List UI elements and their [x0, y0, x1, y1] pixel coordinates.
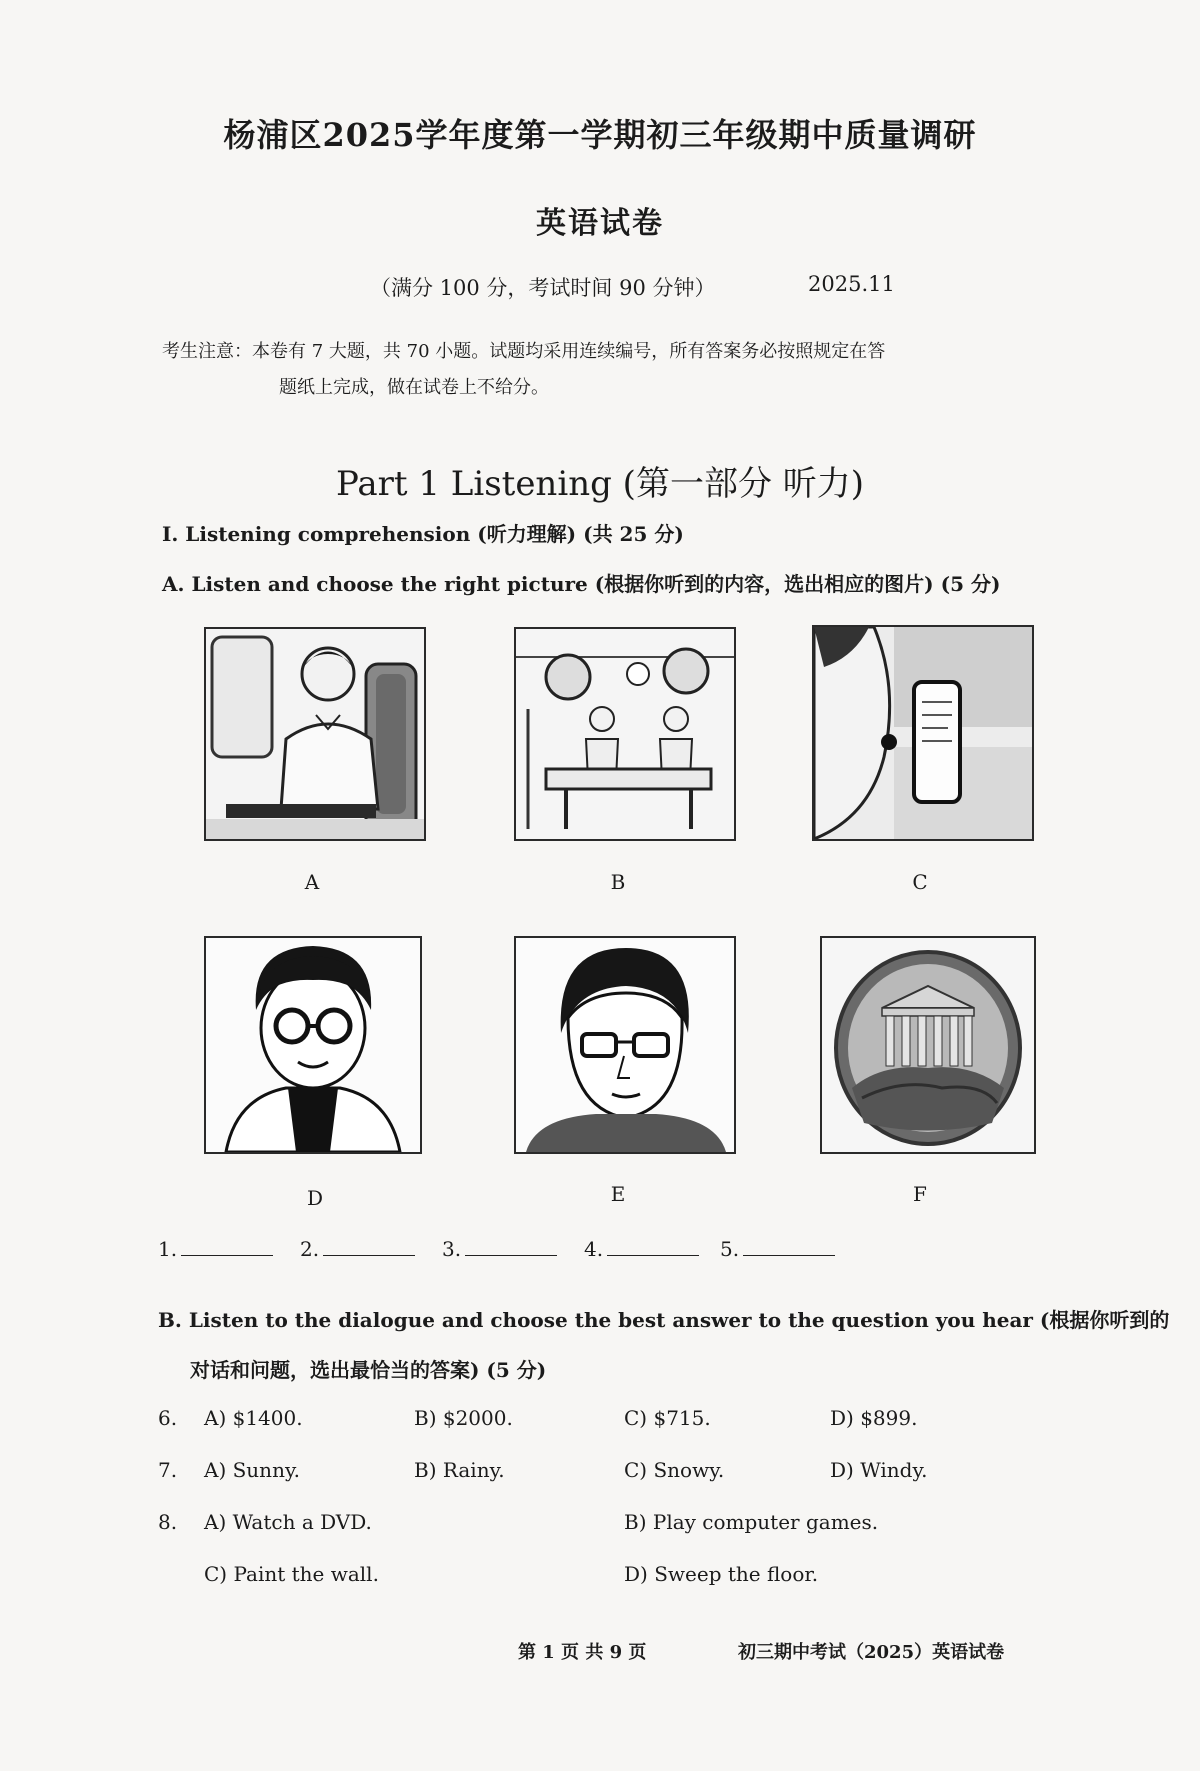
question-number-6: 6.	[158, 1406, 178, 1430]
picture-label-b: B	[610, 870, 626, 894]
score-time-info: （满分 100 分，考试时间 90 分钟）	[370, 276, 716, 300]
question-number-7: 7.	[158, 1458, 178, 1482]
page-number: 第 1 页 共 9 页	[518, 1642, 647, 1663]
blank-number: 3.	[442, 1237, 462, 1261]
blank-number: 5.	[720, 1237, 740, 1261]
option-8b: B) Play computer games.	[624, 1510, 879, 1534]
blank-line	[181, 1255, 273, 1256]
picture-label-e: E	[610, 1182, 626, 1206]
answer-blank-5	[720, 1237, 835, 1261]
section-a-title: A. Listen and choose the right picture (根据你听到的内容，选出相应的图片) (5 分)	[162, 572, 1001, 596]
section-i-title: I. Listening comprehension (听力理解) (共 25 分)	[162, 522, 684, 546]
blank-line	[465, 1255, 557, 1256]
operating-room-icon	[514, 627, 736, 841]
blank-line	[323, 1255, 415, 1256]
option-8c: C) Paint the wall.	[204, 1562, 379, 1586]
notice-line-2: 题纸上完成，做在试卷上不给分。	[279, 377, 549, 398]
answer-blank-3	[442, 1237, 557, 1261]
option-6a: A) $1400.	[204, 1406, 303, 1430]
answer-blank-1	[158, 1237, 273, 1261]
boy-with-glasses-icon	[204, 936, 422, 1154]
option-6c: C) $715.	[624, 1406, 711, 1430]
option-8d: D) Sweep the floor.	[624, 1562, 819, 1586]
blank-number: 2.	[300, 1237, 320, 1261]
option-7b: B) Rainy.	[414, 1458, 505, 1482]
blank-number: 4.	[584, 1237, 604, 1261]
blank-line	[607, 1255, 699, 1256]
picture-label-c: C	[912, 870, 928, 894]
option-7d: D) Windy.	[830, 1458, 928, 1482]
man-using-phone-icon	[812, 625, 1034, 841]
option-7c: C) Snowy.	[624, 1458, 725, 1482]
picture-label-f: F	[913, 1182, 927, 1206]
man-on-train-seat-icon	[204, 627, 426, 841]
option-7a: A) Sunny.	[204, 1458, 300, 1482]
notice-line-1: 考生注意：本卷有 7 大题，共 70 小题。试题均采用连续编号，所有答案务必按照规定在答	[162, 341, 886, 362]
option-8a: A) Watch a DVD.	[204, 1510, 372, 1534]
answer-blank-4	[584, 1237, 699, 1261]
blank-line	[743, 1255, 835, 1256]
option-6b: B) $2000.	[414, 1406, 513, 1430]
question-number-8: 8.	[158, 1510, 178, 1534]
part-title: Part 1 Listening (第一部分 听力)	[335, 464, 865, 504]
exam-date: 2025.11	[808, 272, 895, 296]
picture-label-d: D	[306, 1186, 324, 1210]
answer-blank-2	[300, 1237, 415, 1261]
blank-number: 1.	[158, 1237, 178, 1261]
section-b-title-line-2: 对话和问题，选出最恰当的答案) (5 分)	[190, 1358, 547, 1382]
exam-footer-title: 初三期中考试（2025）英语试卷	[738, 1642, 1005, 1663]
option-6d: D) $899.	[830, 1406, 918, 1430]
exam-title: 杨浦区2025学年度第一学期初三年级期中质量调研	[223, 116, 977, 154]
picture-label-a: A	[304, 870, 320, 894]
ancient-temple-icon	[820, 936, 1036, 1154]
exam-subtitle: 英语试卷	[536, 206, 664, 241]
section-b-title-line-1: B. Listen to the dialogue and choose the best answer to the question you hear (根据你听到的	[158, 1308, 1170, 1332]
man-with-glasses-icon	[514, 936, 736, 1154]
